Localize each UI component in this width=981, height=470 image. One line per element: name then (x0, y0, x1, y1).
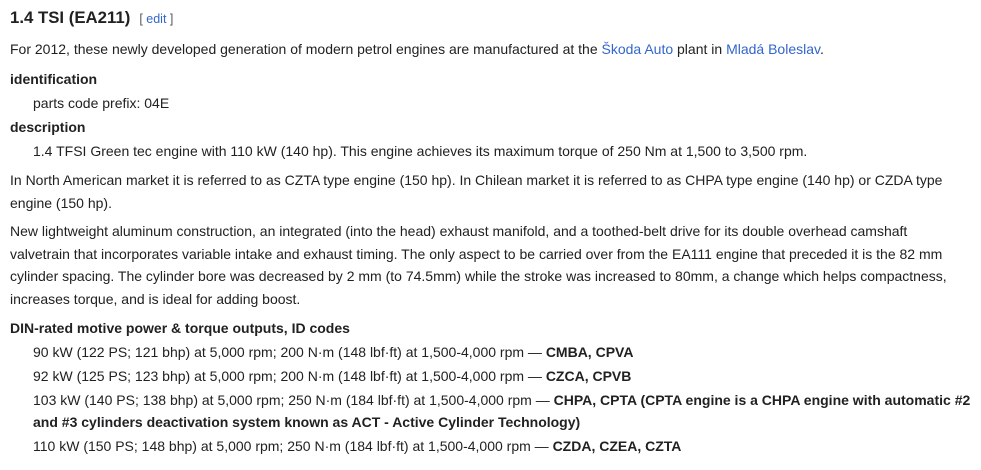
skoda-auto-link[interactable]: Škoda Auto (601, 41, 674, 57)
intro-paragraph (10, 38, 969, 61)
din-row-text: 103 kW (140 PS; 138 bhp) at 5,000 rpm; 250 N·m (184 lbf·ft) at 1,500-4,000 rpm — (33, 392, 554, 408)
description-desc: 1.4 TFSI Green tec engine with 110 kW (140 hp). This engine achieves its maximum torque of 250 Nm at 1,500 to 3,500 rpm. (33, 143, 808, 159)
description-term: description (10, 119, 86, 135)
construction-paragraph: New lightweight aluminum construction, an integrated (into the head) exhaust manifold, and a toothed-belt drive for its double overhead camshaft valvetrain that incorporates variable intake and exhaust timing. The only aspect to be carried over from the EA111 engine that preceded it is the 82 mm cylinder spacing. The cylinder bore was decreased by 2 mm (to 74.5mm) while the stroke was increased to 80mm, a change which helps compactness, increases torque, and is ideal for adding boost. (10, 223, 947, 307)
section-title: 1.4 TSI (EA211) (10, 8, 131, 27)
intro-text-1: For 2012, these newly developed generation of modern petrol engines are manufactured at the (10, 41, 602, 57)
din-row (33, 389, 971, 433)
din-row-codes: CZDA, CZEA, CZTA (552, 438, 682, 454)
identification-term: identification (10, 71, 98, 87)
edit-link[interactable]: edit (146, 12, 167, 26)
din-outputs-term: DIN-rated motive power & torque outputs, ID codes (10, 320, 350, 336)
intro-text-2: plant in (673, 41, 727, 57)
din-row (33, 341, 971, 363)
din-row-codes: CMBA, CPVA (545, 344, 634, 360)
markets-paragraph: In North American market it is referred to as CZTA type engine (150 hp). In Chilean market it is referred to as CHPA type engine (140 hp) or CZDA type engine (150 hp). (10, 172, 943, 211)
din-row (33, 365, 971, 387)
din-row-codes: CZCA, CPVB (545, 368, 632, 384)
edit-bracket-close: ] (166, 12, 174, 26)
mlada-boleslav-link[interactable]: Mladá Boleslav (726, 41, 820, 57)
edit-section (139, 12, 173, 26)
din-row-text: 92 kW (125 PS; 123 bhp) at 5,000 rpm; 200 N·m (148 lbf·ft) at 1,500-4,000 rpm — (33, 368, 546, 384)
din-row-text: 110 kW (150 PS; 148 bhp) at 5,000 rpm; 250 N·m (184 lbf·ft) at 1,500-4,000 rpm — (33, 438, 553, 454)
edit-bracket-open: [ (139, 12, 147, 26)
din-row (33, 435, 971, 457)
intro-text-3: . (819, 41, 824, 57)
din-row-text: 90 kW (122 PS; 121 bhp) at 5,000 rpm; 200 N·m (148 lbf·ft) at 1,500-4,000 rpm — (33, 344, 546, 360)
identification-desc: parts code prefix: 04E (33, 95, 170, 111)
section-heading (10, 7, 173, 30)
din-row-codes: CHPA, CPTA (CPTA engine is a CHPA engine with automatic #2 and #3 cylinders deactivation system known as ACT - Active Cylinder Technology) (33, 392, 971, 430)
